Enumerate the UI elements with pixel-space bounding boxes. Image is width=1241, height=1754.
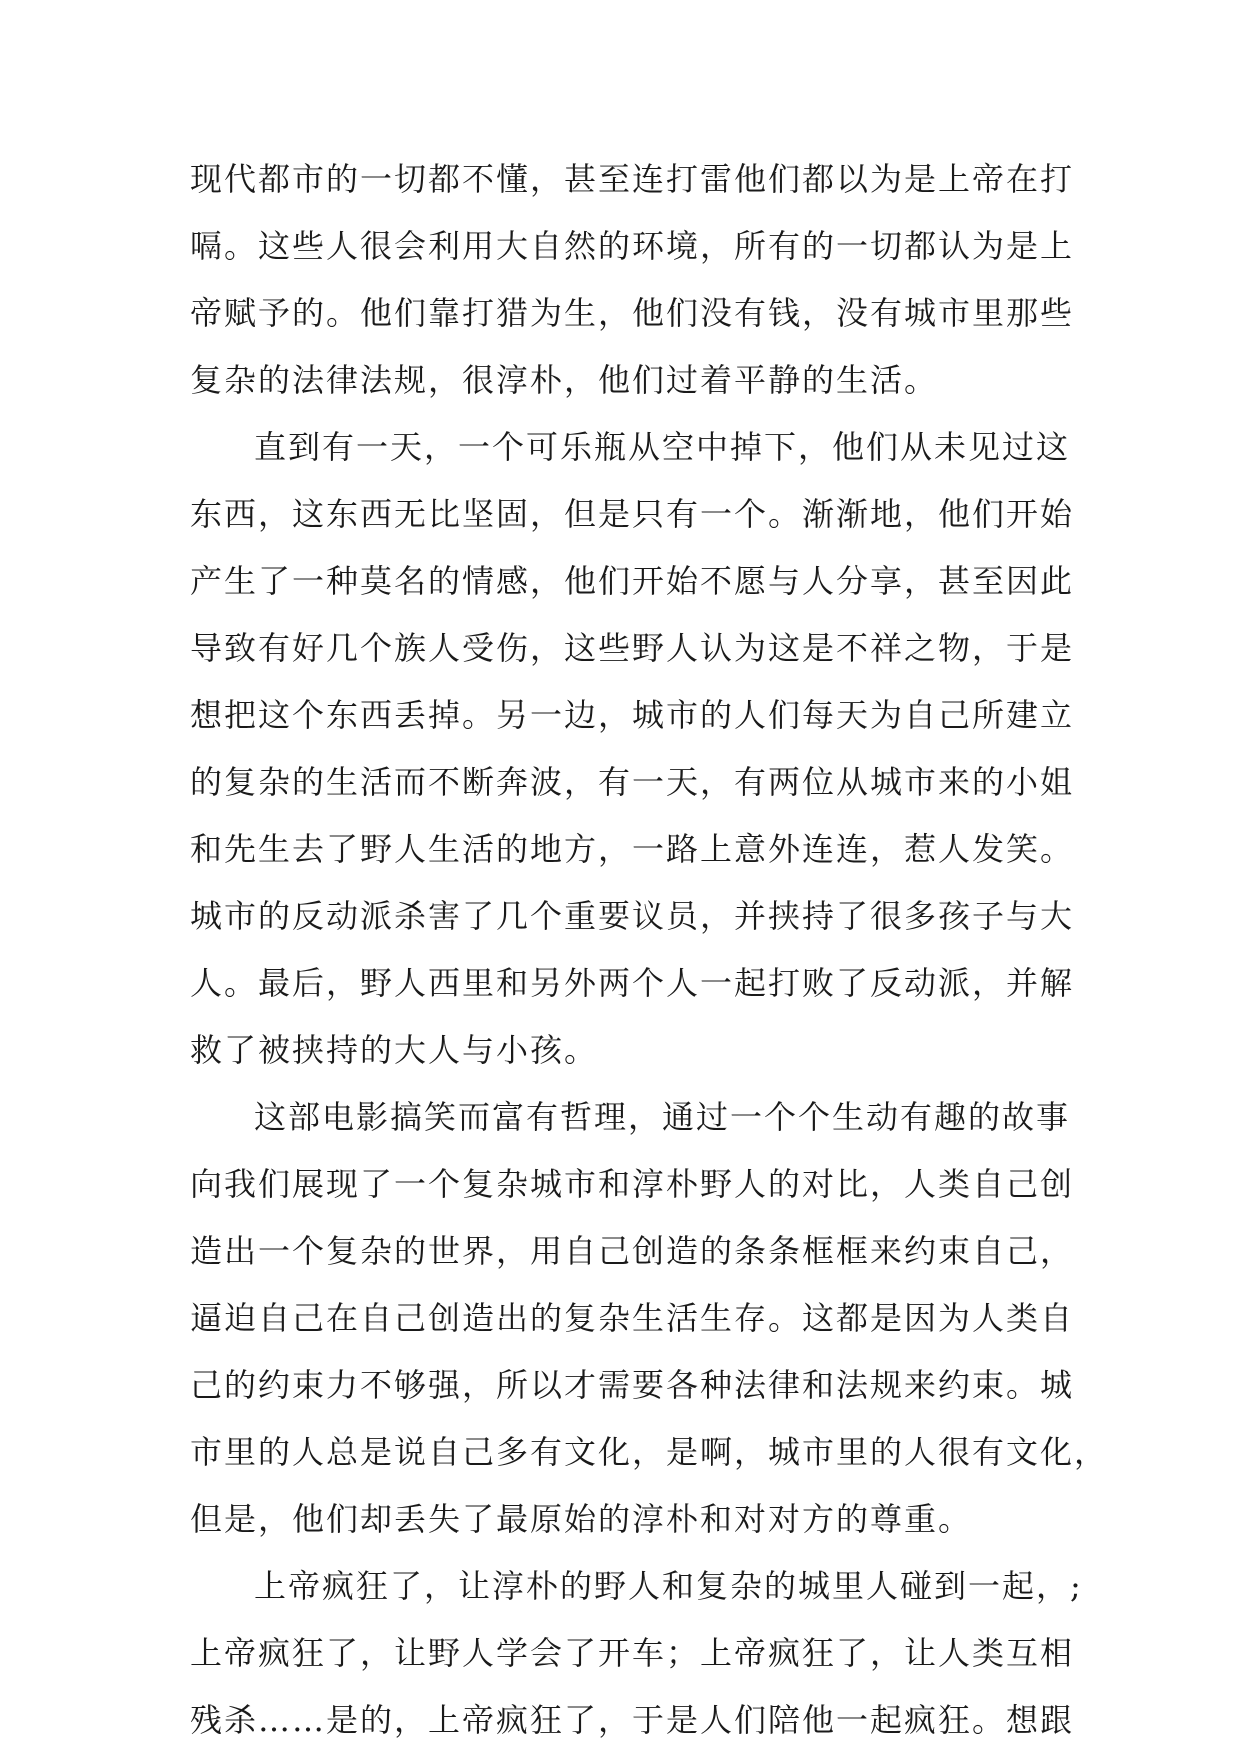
body-text: [190, 146, 1109, 1754]
text-line: 的复杂的生活而不断奔波，有一天，有两位从城市来的小姐: [190, 763, 1075, 801]
text-line: 救了被挟持的大人与小孩。: [190, 1031, 599, 1069]
text-line: 导致有好几个族人受伤，这些野人认为这是不祥之物，于是: [190, 629, 1075, 667]
text-line: 市里的人总是说自己多有文化，是啊，城市里的人很有文化，: [190, 1433, 1109, 1471]
text-line: 逼迫自己在自己创造出的复杂生活生存。这都是因为人类自: [190, 1299, 1075, 1337]
text-line: 复杂的法律法规，很淳朴，他们过着平静的生活。: [190, 361, 939, 399]
text-line: 帝赋予的。他们靠打猎为生，他们没有钱，没有城市里那些: [190, 294, 1075, 332]
text-line: 上帝疯狂了，让野人学会了开车；上帝疯狂了，让人类互相: [190, 1634, 1075, 1672]
text-line: 东西，这东西无比坚固，但是只有一个。渐渐地，他们开始: [190, 495, 1075, 533]
text-line: 现代都市的一切都不懂，甚至连打雷他们都以为是上帝在打: [190, 160, 1075, 198]
text-line: 产生了一种莫名的情感，他们开始不愿与人分享，甚至因此: [190, 562, 1075, 600]
text-line: 直到有一天，一个可乐瓶从空中掉下，他们从未见过这: [254, 428, 1071, 466]
text-line: 造出一个复杂的世界，用自己创造的条条框框来约束自己，: [190, 1232, 1075, 1270]
text-line: 城市的反动派杀害了几个重要议员，并挟持了很多孩子与大: [190, 897, 1075, 935]
text-line: 人。最后，野人西里和另外两个人一起打败了反动派，并解: [190, 964, 1075, 1002]
text-line: 残杀……是的，上帝疯狂了，于是人们陪他一起疯狂。想跟: [190, 1701, 1075, 1739]
text-line: 这部电影搞笑而富有哲理，通过一个个生动有趣的故事: [254, 1098, 1071, 1136]
text-line: 嗝。这些人很会利用大自然的环境，所有的一切都认为是上: [190, 227, 1075, 265]
text-line: 上帝疯狂了，让淳朴的野人和复杂的城里人碰到一起，;: [254, 1567, 1083, 1605]
text-line: 己的约束力不够强，所以才需要各种法律和法规来约束。城: [190, 1366, 1075, 1404]
text-line: 向我们展现了一个复杂城市和淳朴野人的对比，人类自己创: [190, 1165, 1075, 1203]
text-line: 和先生去了野人生活的地方，一路上意外连连，惹人发笑。: [190, 830, 1075, 868]
text-line: 想把这个东西丢掉。另一边，城市的人们每天为自己所建立: [190, 696, 1075, 734]
text-line: 但是，他们却丢失了最原始的淳朴和对对方的尊重。: [190, 1500, 973, 1538]
